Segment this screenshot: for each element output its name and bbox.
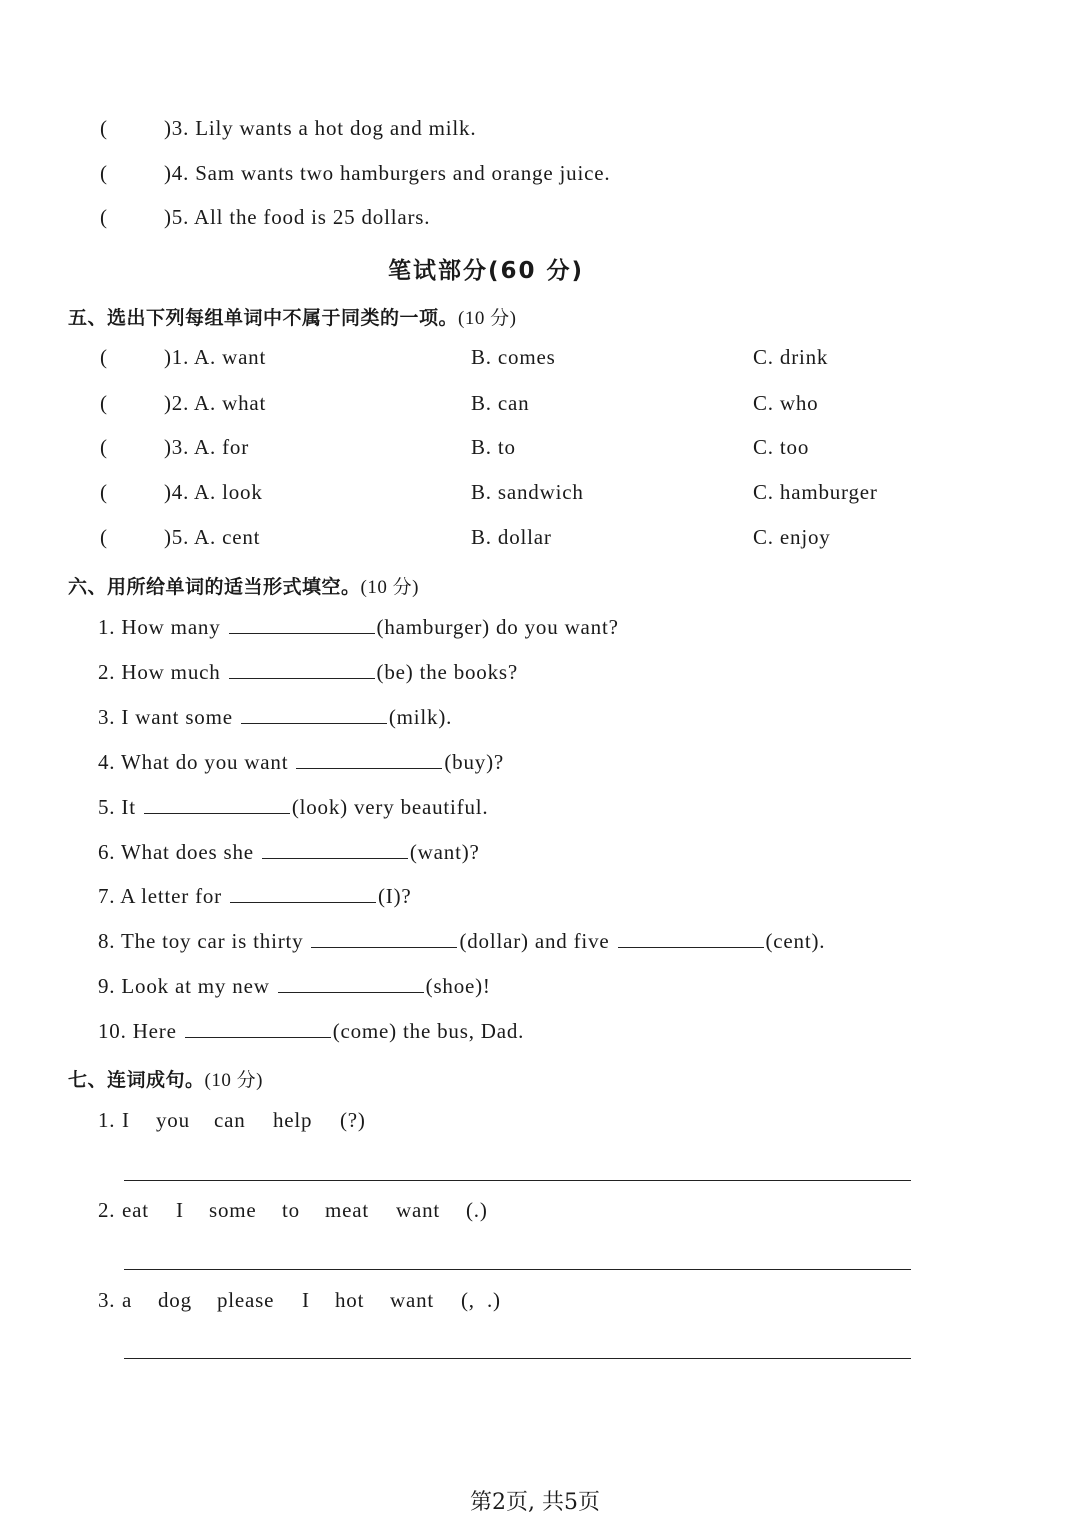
option-b: B. to [471,435,516,459]
item-prompt: 9. Look at my new [98,974,270,998]
scrambled-word: you [156,1108,190,1132]
fill-blank-item [98,1019,524,1044]
answer-paren: ( [100,116,107,140]
item-prompt: 3. I want some [98,705,233,729]
fill-blank-item [98,840,480,865]
answer-blank[interactable] [262,840,408,859]
answer-paren: ( [100,161,107,185]
item-hint: (dollar) and five [459,929,610,953]
section6-points: (10 分) [360,577,419,598]
answer-line[interactable] [124,1269,911,1270]
section6-heading-text: 六、用所给单词的适当形式填空。 [68,576,361,598]
item-hint: (look) very beautiful. [291,795,489,819]
answer-paren: ( [100,525,107,549]
option-a: )5. A. cent [164,525,261,549]
answer-blank[interactable] [278,974,424,993]
page-footer: 第2页, 共5页 [470,1490,600,1515]
answer-line[interactable] [124,1358,911,1359]
option-b: B. sandwich [471,480,584,504]
item-prompt: 7. A letter for [98,884,222,908]
end-punctuation: (.) [466,1198,488,1222]
item-number: 1. [98,1108,116,1132]
scrambled-word: I [122,1108,130,1132]
section5-points: (10 分) [458,308,517,329]
scrambled-word: want [396,1198,441,1222]
fill-blank-item [98,929,825,954]
item-prompt: 2. How much [98,660,221,684]
scrambled-word: hot [335,1288,365,1312]
item-prompt: 4. What do you want [98,750,289,774]
item-number: 2. [98,1198,116,1222]
answer-blank[interactable] [296,750,442,769]
option-b: B. can [471,391,530,415]
scrambled-word: I [176,1198,184,1222]
fill-blank-item [98,660,518,685]
option-a: )3. A. for [164,435,249,459]
scrambled-word: meat [325,1198,370,1222]
fill-blank-item [98,795,488,820]
item-hint: (be) the books? [376,660,519,684]
item-hint: (cent). [765,929,826,953]
option-c: C. hamburger [753,480,878,504]
item-hint: (hamburger) do you want? [376,615,619,639]
answer-paren: ( [100,391,107,415]
answer-blank[interactable] [229,615,375,634]
item-prompt: 6. What does she [98,840,254,864]
option-c: C. who [753,391,819,415]
option-b: B. dollar [471,525,552,549]
answer-blank[interactable] [311,929,457,948]
answer-paren: ( [100,345,107,369]
section5-heading-text: 五、选出下列每组单词中不属于同类的一项。 [68,307,459,329]
item-number: 3. [98,1288,116,1312]
answer-paren: ( [100,205,107,229]
section5-heading [68,303,516,330]
option-a: )1. A. want [164,345,267,369]
scrambled-word: some [209,1198,257,1222]
answer-blank[interactable] [229,660,375,679]
fill-blank-item [98,615,619,640]
item-hint: (shoe)! [425,974,491,998]
answer-blank[interactable] [618,929,764,948]
fill-blank-item [98,884,412,909]
scrambled-word: I [302,1288,310,1312]
option-c: C. drink [753,345,829,369]
scrambled-word: to [282,1198,300,1222]
answer-blank[interactable] [144,795,290,814]
section7-heading [68,1065,263,1092]
scrambled-word: want [390,1288,435,1312]
option-c: C. enjoy [753,525,831,549]
answer-paren: ( [100,480,107,504]
scrambled-word: help [273,1108,313,1132]
scrambled-word: dog [158,1288,192,1312]
scrambled-word: please [217,1288,275,1312]
item-prompt: 5. It [98,795,136,819]
answer-blank[interactable] [241,705,387,724]
end-punctuation: (, .) [461,1288,501,1312]
answer-blank[interactable] [185,1019,331,1038]
section7-heading-text: 七、连词成句。 [68,1069,205,1091]
item-hint: (want)? [409,840,480,864]
statement-text: )4. Sam wants two hamburgers and orange juice. [164,161,611,185]
fill-blank-item [98,705,452,730]
section7-points: (10 分) [204,1070,263,1091]
scrambled-word: can [214,1108,246,1132]
item-hint: (I)? [377,884,412,908]
answer-blank[interactable] [230,884,376,903]
option-b: B. comes [471,345,556,369]
item-prompt: 10. Here [98,1019,177,1043]
written-section-title: 笔试部分(60 分) [388,258,585,284]
option-a: )2. A. what [164,391,267,415]
scrambled-word: a [122,1288,133,1312]
answer-line[interactable] [124,1180,911,1181]
item-hint: (buy)? [444,750,504,774]
statement-text: )3. Lily wants a hot dog and milk. [164,116,477,140]
item-hint: (milk). [388,705,453,729]
end-punctuation: (?) [340,1108,366,1132]
item-prompt: 1. How many [98,615,221,639]
answer-paren: ( [100,435,107,459]
scrambled-word: eat [122,1198,149,1222]
item-hint: (come) the bus, Dad. [332,1019,525,1043]
fill-blank-item [98,750,504,775]
item-prompt: 8. The toy car is thirty [98,929,304,953]
option-a: )4. A. look [164,480,263,504]
option-c: C. too [753,435,810,459]
fill-blank-item [98,974,491,999]
statement-text: )5. All the food is 25 dollars. [164,205,431,229]
section6-heading [68,572,419,599]
